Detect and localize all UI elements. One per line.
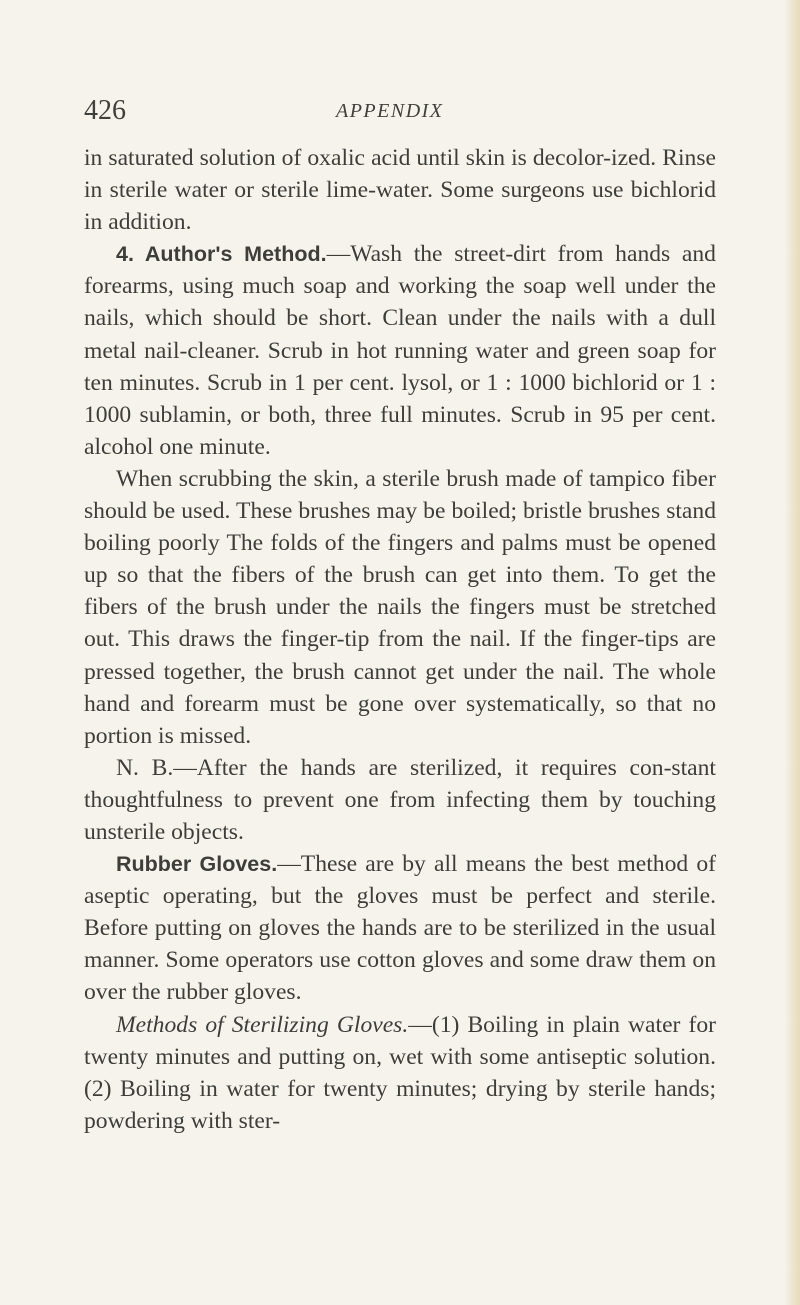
paragraph-text: in saturated solution of oxalic acid until skin is decolor-ized. Rinse in sterile water or sterile lime-water. Some surgeons use bichlorid in addition. [84, 145, 716, 236]
paragraph-text: N. B.—After the hands are sterilized, it requires con-stant thoughtfulness to prevent one from infecting them by touching unsterile objects. [84, 754, 716, 845]
paragraph-authors-method [84, 238, 716, 463]
paragraph-rubber-gloves [84, 848, 716, 1008]
paragraph-text: —These are by all means the best method of aseptic operating, but the gloves must be perfect and sterile. Before putting on gloves the hands are to be sterilized in the usual manner. Some operators use cotton gloves and some draw them on over the rubber gloves. [84, 851, 717, 1006]
section-heading-sterilizing-gloves: Methods of Sterilizing Gloves. [116, 1011, 409, 1038]
paragraph-text: —(1) Boiling in plain water for twenty minutes and putting on, wet with some antiseptic solution. (2) Boiling in water for twenty minutes; drying by sterile hands; powdering with ster- [84, 1011, 716, 1134]
section-heading-rubber-gloves: Rubber Gloves. [116, 852, 278, 877]
body-text [84, 142, 716, 1137]
paragraph-oxalic-acid [84, 142, 716, 238]
section-heading-authors-method: 4. Author's Method. [116, 242, 327, 267]
paragraph-scrubbing [84, 463, 716, 752]
page-number: 426 [84, 95, 126, 126]
running-head: APPENDIX [336, 100, 444, 122]
page-header [0, 96, 800, 130]
paragraph-sterilizing-gloves [84, 1009, 716, 1137]
page-edge [786, 0, 800, 1305]
paragraph-text: —Wash the street-dirt from hands and forearms, using much soap and working the soap well under the nails, which should be short. Clean under the nails with a dull metal nail-cleaner. Scrub in hot running water and green soap for ten minutes. Scrub in 1 per cent. lysol, or 1 : 1000 bichlorid or 1 : 1000 sublamin, or both, three full minutes. Scrub in 95 per cent. alcohol one minute. [84, 241, 716, 460]
paragraph-nota-bene [84, 752, 716, 848]
paragraph-text: When scrubbing the skin, a sterile brush made of tampico fiber should be used. These brushes may be boiled; bristle brushes stand boiling poorly The folds of the fingers and palms must be opened up so that the fibers of the brush can get into them. To get the fibers of the brush under the nails the fingers must be stretched out. This draws the finger-tip from the nail. If the finger-tips are pressed together, the brush cannot get under the nail. The whole hand and forearm must be gone over systematically, so that no portion is missed. [84, 465, 716, 749]
